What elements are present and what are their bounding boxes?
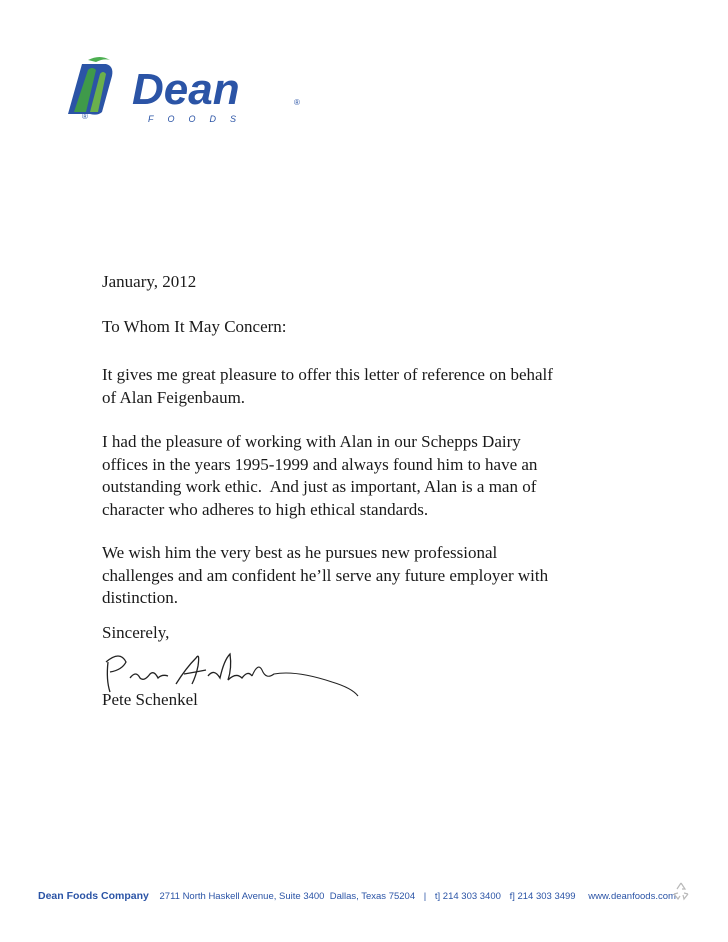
paragraph-line: It gives me great pleasure to offer this letter of reference on behalf (102, 365, 553, 384)
footer-company: Dean Foods Company (38, 890, 149, 902)
paragraph-1 (102, 364, 642, 409)
paragraph-line: I had the pleasure of working with Alan in our Schepps Dairy (102, 432, 521, 451)
letter-date: January, 2012 (102, 272, 197, 291)
paragraph-line: challenges and am confident he’ll serve any future employer with (102, 565, 549, 585)
paragraph-line: offices in the years 1995-1999 and always found him to have an (102, 454, 538, 474)
paragraph-line: of Alan Feigenbaum. (102, 387, 246, 407)
dean-foods-logo-mark-icon (60, 54, 130, 120)
paragraph-2 (102, 431, 642, 521)
footer-website: www.deanfoods.com (588, 891, 676, 902)
signer-name: Pete Schenkel (102, 690, 198, 709)
footer-address: 2711 North Haskell Avenue, Suite 3400 Dallas, Texas 75204 (159, 891, 416, 902)
salutation: To Whom It May Concern: (102, 317, 287, 336)
registered-mark: ® (82, 112, 88, 121)
recycle-icon (670, 880, 692, 902)
brand-subtitle: FOODS (148, 114, 251, 124)
closing: Sincerely, (102, 623, 170, 642)
brand-name: Dean (132, 65, 240, 114)
footer-separator: | (423, 891, 427, 902)
paragraph-3 (102, 542, 642, 610)
letterhead-footer (38, 890, 698, 902)
registered-mark-brand: ® (294, 98, 300, 107)
dean-foods-logo (60, 54, 300, 134)
footer-fax: f] 214 303 3499 (509, 891, 576, 902)
paragraph-line: We wish him the very best as he pursues new professional (102, 543, 498, 562)
paragraph-line: character who adheres to high ethical standards. (102, 499, 429, 519)
footer-phone: t] 214 303 3400 (434, 891, 501, 902)
paragraph-line: distinction. (102, 588, 179, 607)
paragraph-line: outstanding work ethic. And just as important, Alan is a man of (102, 477, 537, 496)
